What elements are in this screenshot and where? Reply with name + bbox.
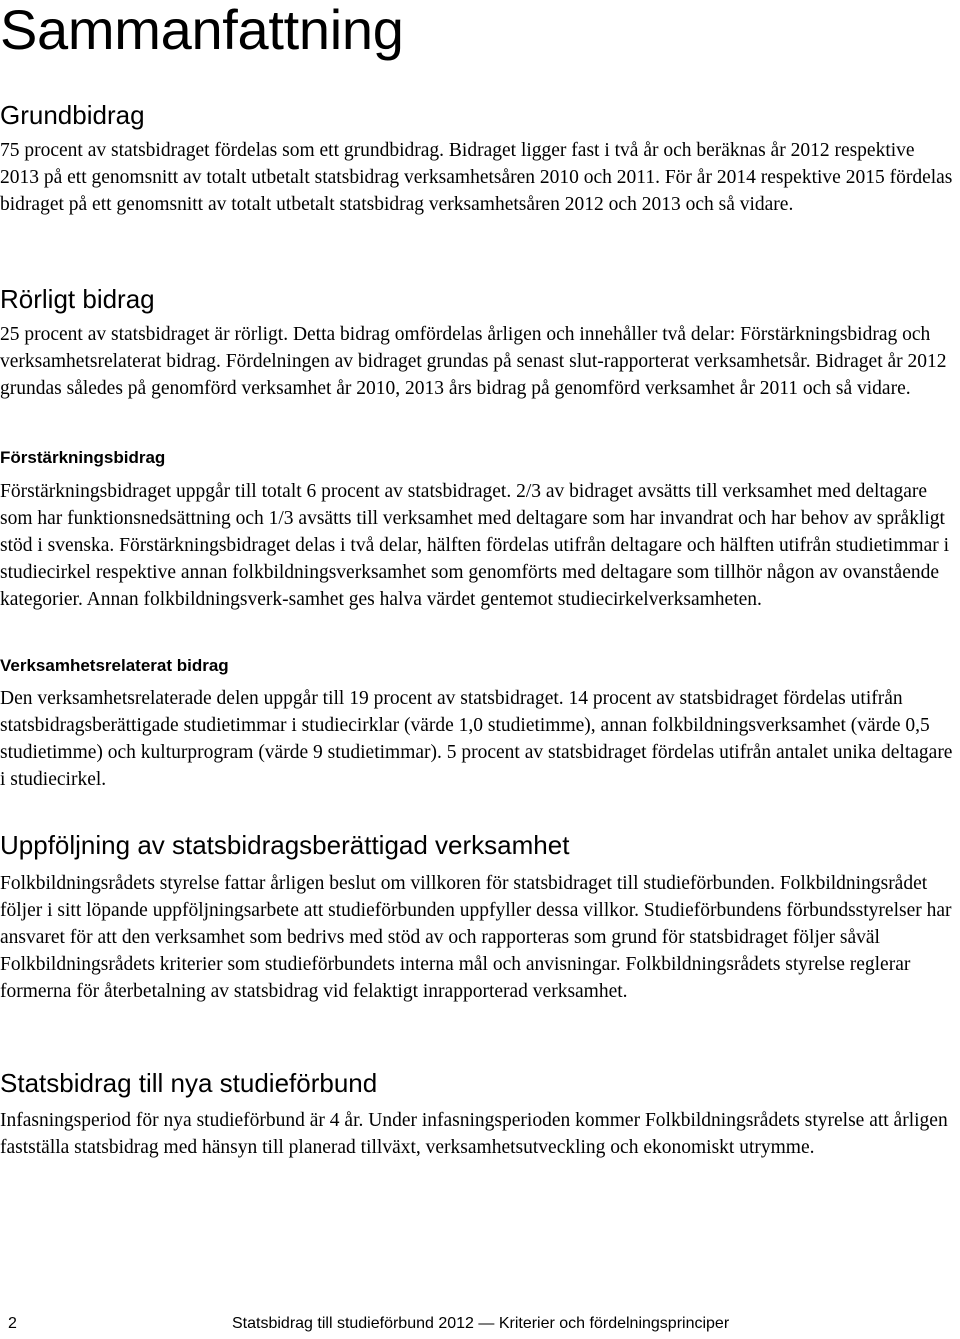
- heading-uppfoljning: Uppföljning av statsbidragsberättigad verksamhet: [0, 830, 570, 860]
- paragraph-rorligt-bidrag: 25 procent av statsbidraget är rörligt. Detta bidrag omfördelas årligen och innehåller två delar: Förstärkningsbidrag och verksamhetsrelaterat bidrag. Fördelningen av bidraget grundas på senast slut-rapporterat verksamhetsår. Bidraget år 2012 grundas således på genomförd verksamhet år 2010, 2013 års bidrag på genomförd verksamhet år 2011 och så vidare.: [0, 324, 947, 399]
- page-number: 2: [8, 1315, 17, 1332]
- footer-document-title: Statsbidrag till studieförbund 2012 — Kriterier och fördelningsprinciper: [232, 1315, 730, 1332]
- heading-verksamhetsrelaterat-bidrag: Verksamhetsrelaterat bidrag: [0, 656, 229, 675]
- page-title: Sammanfattning: [0, 0, 404, 61]
- paragraph-nya-studieforbund: Infasningsperiod för nya studieförbund är 4 år. Under infasningsperioden kommer Folkbildningsrådets styrelse att årligen fastställa statsbidrag med hänsyn till planerad tillväxt, verksamhetsutveckling och ekonomiskt utrymme.: [0, 1110, 948, 1158]
- paragraph-forstarkningsbidrag: Förstärkningsbidraget uppgår till totalt 6 procent av statsbidraget. 2/3 av bidraget avsätts till verksamhet med deltagare som har funktionsnedsättning och 1/3 avsätts till verksamhet med deltagare som har invandrat och har behov av språkligt stöd i svenska. Förstärkningsbidraget delas i två delar, hälften fördelas utifrån deltagare och hälften utifrån studietimmar i studiecirkel respektive annan folkbildningsverksamhet som genomförts med deltagare som tillhör någon av ovanstående kategorier. Annan folkbildningsverk-samhet ges halva värdet gentemot studiecirkelverksamheten.: [0, 481, 950, 610]
- paragraph-verksamhetsrelaterat-bidrag: Den verksamhetsrelaterade delen uppgår till 19 procent av statsbidraget. 14 procent av statsbidraget fördelas utifrån statsbidragsberättigade studietimmar i studiecirklar (värde 1,0 studietimme), annan folkbildningsverksamhet (värde 0,5 studietimme) och kulturprogram (värde 9 studietimmar). 5 procent av statsbidraget fördelas utifrån antalet unika deltagare i studiecirkel.: [0, 688, 953, 790]
- heading-nya-studieforbund: Statsbidrag till nya studieförbund: [0, 1068, 378, 1098]
- heading-forstarkningsbidrag: Förstärkningsbidrag: [0, 448, 166, 467]
- paragraph-grundbidrag: 75 procent av statsbidraget fördelas som ett grundbidrag. Bidraget ligger fast i två år och beräknas år 2012 respektive 2013 på ett genomsnitt av totalt utbetalt statsbidrag verksamhetsåren 2010 och 2011. För år 2014 respektive 2015 fördelas bidraget på ett genomsnitt av totalt utbetalt statsbidrag verksamhetsåren 2012 och 2013 och så vidare.: [0, 140, 953, 215]
- heading-grundbidrag: Grundbidrag: [0, 100, 145, 130]
- paragraph-uppfoljning: Folkbildningsrådets styrelse fattar årligen beslut om villkoren för statsbidraget till studieförbunden. Folkbildningsrådet följer i sitt löpande uppföljningsarbete att studieförbunden uppfyller dessa villkor. Studieförbundens förbundsstyrelser har ansvaret för att den verksamhet som bedrivs med stöd av och rapporteras som grund för statsbidraget följer såväl Folkbildningsrådets kriterier som studieförbundets interna mål och anvisningar. Folkbildningsrådets styrelse reglerar formerna för återbetalning av statsbidrag vid felaktigt inrapporterad verksamhet.: [0, 873, 952, 1002]
- heading-rorligt-bidrag: Rörligt bidrag: [0, 284, 155, 314]
